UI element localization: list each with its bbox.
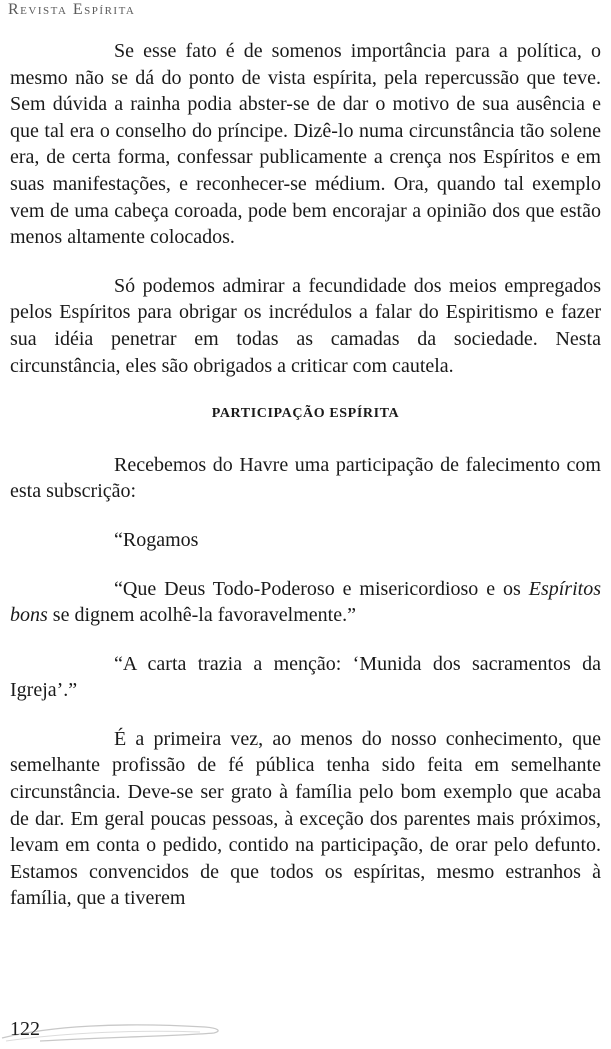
paragraph-7: É a primeira vez, ao menos do nosso conhecimento, que semelhante profissão de fé pública tenha sido feita em semelhante circunstância. Deve-se ser grato à família pelo bom exemplo que acaba de dar. Em geral poucas pessoas, à exceção dos parentes mais próximos, levam em conta o pedido, contido na participação, de orar pelo defunto. Estamos convencidos de que todos os espíritas, mesmo estranhos à família, que a tiverem	[10, 727, 601, 910]
paragraph-4: “Rogamos	[114, 528, 199, 551]
paragraph-3: Recebemos do Havre uma participação de falecimento com esta subscrição:	[10, 453, 601, 503]
paragraph-5-end: se dignem acolhê-la favoravelmente.”	[47, 604, 356, 627]
section-title: PARTICIPAÇÃO ESPÍRITA	[211, 406, 400, 422]
paragraph-6: “A carta trazia a menção: ‘Munida dos sacramentos da Igreja’.”	[10, 652, 601, 702]
paragraph-2: Só podemos admirar a fecundidade dos meios empregados pelos Espíritos para obrigar os incrédulos a falar do Espiritismo e fazer sua idéia penetrar em todas as camadas da sociedade. Nesta circunstância, eles são obrigados a criticar com cautela.	[10, 274, 601, 377]
paragraph-5-italic: Espíritos bons	[10, 577, 601, 627]
paragraph-5-start: “Que Deus Todo-Poderoso e misericordioso e os	[114, 577, 529, 600]
page-content	[10, 38, 601, 934]
page-number: 122	[10, 1018, 40, 1040]
paragraph-5	[10, 576, 601, 629]
running-head-title: Revista Espírita	[8, 1, 136, 18]
paragraph-1: Se esse fato é de somenos importância para a política, o mesmo não se dá do ponto de vista espírita, pela repercussão que teve. Sem dúvida a rainha podia abster-se de dar o motivo de sua ausência e que tal era o conselho do príncipe. Dizê-lo numa circunstância tão solene era, de certa forma, confessar publicamente a crença nos Espíritos e em suas manifestações, e reconhecer-se médium. Ora, quando tal exemplo vem de uma cabeça coroada, pode bem encorajar a opinião dos que estão menos altamente colocados.	[10, 40, 601, 249]
